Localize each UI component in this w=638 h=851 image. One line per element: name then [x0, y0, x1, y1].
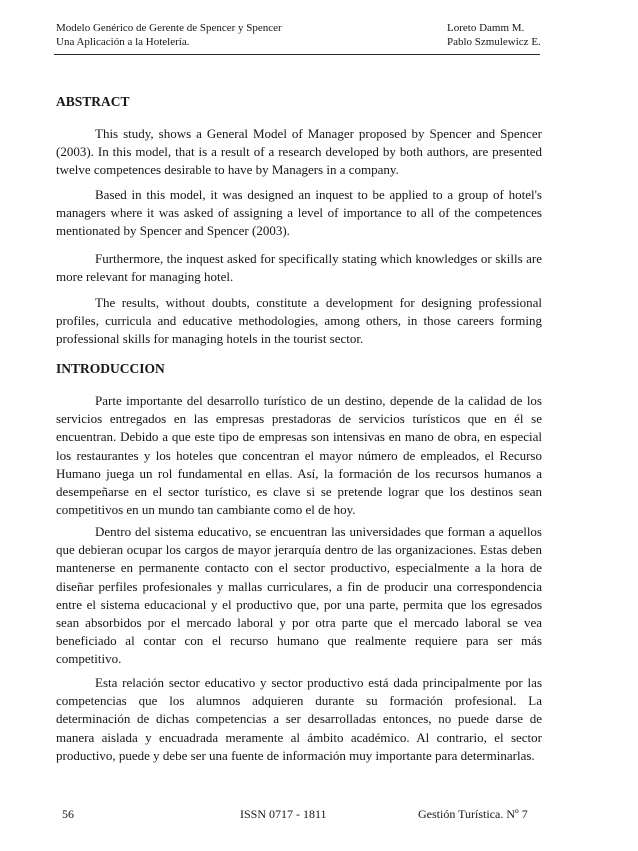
header-author-2: Pablo Szmulewicz E. — [447, 36, 541, 48]
page-number: 56 — [62, 807, 74, 821]
abstract-paragraph-2: Based in this model, it was designed an inquest to be applied to a group of hotel's managers where it was asked of assigning a level of importance to all of the competences mentionated by Spencer and Spencer (2003). — [56, 187, 542, 239]
abstract-paragraph-3: Furthermore, the inquest asked for specifically stating which knowledges or skills are more relevant for managing hotel. — [56, 251, 542, 285]
running-header-right — [447, 21, 541, 49]
intro-paragraph-3: Esta relación sector educativo y sector productivo está dada principalmente por las competencias que los alumnos adquieren durante su formación profesional. La determinación de dichas competencias a ser desarrolladas entonces, no puede darse de manera aislada y encuadrada meramente al ámbito académico. Al contrario, el sector productivo, puede y debe ser una fuente de información muy importante para determinarlas. — [56, 675, 542, 763]
intro-paragraph-2: Dentro del sistema educativo, se encuentran las universidades que forman a aquellos que debieran ocupar los cargos de mayor jerarquía dentro de las organizaciones. Estas deben mantenerse en permanente contacto con el sector productivo, especialmente a la hora de diseñar perfiles profesionales y mallas curriculares, a fin de producir una correspondencia entre el sistema educacional y el productivo que, por una parte, permita que los egresados sean absorbidos por el mercado laboral y por otra parte que el mercado laboral se vea beneficiado al contar con el recurso humano que realmente requiere para ser más competitivo. — [56, 524, 542, 667]
header-divider — [54, 54, 540, 55]
header-author-1: Loreto Damm M. — [447, 22, 525, 34]
abstract-paragraph-1: This study, shows a General Model of Manager proposed by Spencer and Spencer (2003). In this model, that is a result of a research developed by both authors, are presented twelve competences desirable to have by Managers in a company. — [56, 126, 542, 178]
abstract-paragraph-4: The results, without doubts, constitute a development for designing professional profiles, curricula and educative methodologies, among others, in those careers forming professional skills for managing hotels in the tourist sector. — [56, 295, 542, 347]
running-header-left — [56, 21, 282, 49]
introduccion-heading: INTRODUCCION — [56, 361, 165, 376]
header-title: Modelo Genérico de Gerente de Spencer y Spencer — [56, 22, 282, 34]
footer-journal: Gestión Turística. Nº 7 — [418, 807, 528, 821]
footer-issn: ISSN 0717 - 1811 — [240, 807, 327, 821]
intro-paragraph-1: Parte importante del desarrollo turístico de un destino, depende de la calidad de los servicios entregados en las empresas prestadoras de servicios turísticos que en él se encuentran. Debido a que este tipo de empresas son intensivas en mano de obra, en especial los restaurantes y los hoteles que concentran el mayor número de empleados, el Recurso Humano juega un rol fundamental en ellas. Así, la formación de los recursos humanos a desempeñarse en el sector turístico, es clave si se pretende lograr que los destinos sean competitivos en un mundo tan cambiante como el de hoy. — [56, 393, 542, 518]
header-subtitle: Una Aplicación a la Hotelería. — [56, 36, 190, 48]
abstract-heading: ABSTRACT — [56, 94, 130, 109]
